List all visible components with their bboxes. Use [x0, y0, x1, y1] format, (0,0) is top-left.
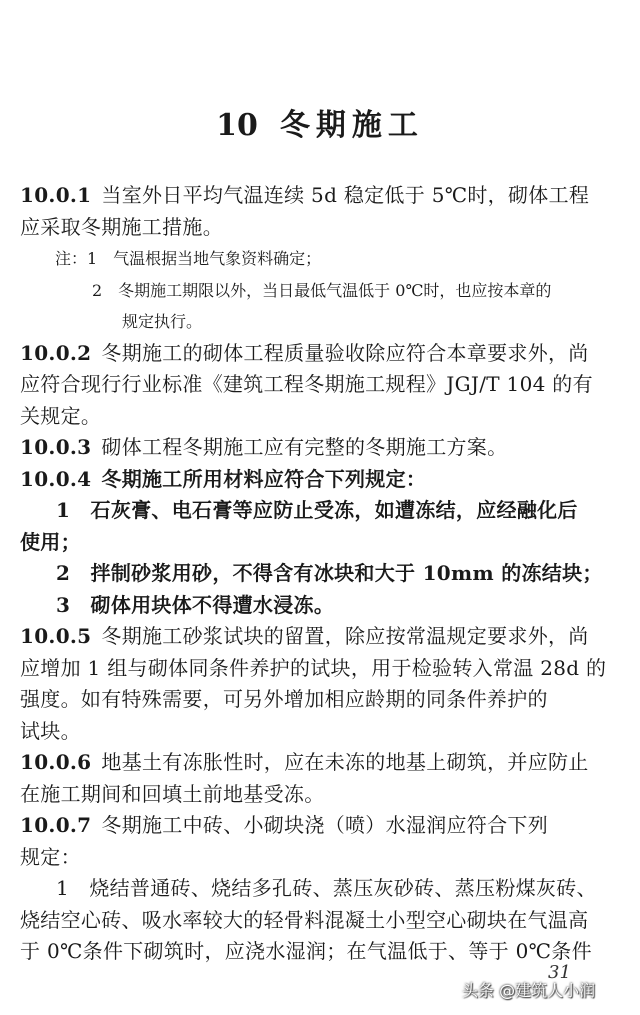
clause-text-line: 试块。: [20, 718, 81, 743]
clause-text-line: 关规定。: [20, 403, 102, 428]
list-item: 1 烧结普通砖、烧结多孔砖、蒸压灰砂砖、蒸压粉煤灰砖、: [56, 876, 597, 900]
clause-text: 冬期施工所用材料应符合下列规定：: [101, 466, 427, 491]
clause-text-line: 应采取冬期施工措施。: [20, 214, 223, 239]
list-item: 2 拌制砂浆用砂，不得含有冰块和大于 10mm 的冻结块；: [56, 561, 603, 585]
note-line: 注：1 气温根据当地气象资料确定；: [55, 249, 322, 268]
clause-number: 10.0.6: [20, 750, 92, 774]
list-item-continued: 烧结空心砖、吸水率较大的轻骨料混凝土小型空心砌块在气温高: [20, 907, 589, 932]
clause-text-line: 强度。如有特殊需要，可另外增加相应龄期的同条件养护的: [20, 687, 548, 711]
clause-text: 冬期施工砂浆试块的留置，除应按常温规定要求外，尚: [101, 624, 589, 648]
clause-10-0-5: [20, 621, 620, 653]
clause-number: 10.0.5: [20, 624, 92, 648]
clause-number: 10.0.4: [20, 466, 92, 491]
chapter-title-text: 冬期施工: [279, 108, 424, 143]
clause-10-0-6: [20, 747, 620, 779]
note-line: 规定执行。: [122, 312, 203, 331]
clause-10-0-1: [20, 180, 620, 212]
clause-text-line: 应符合现行行业标准《建筑工程冬期施工规程》JGJ/T 104 的有: [20, 372, 593, 396]
clause-number: 10.0.7: [20, 813, 92, 837]
document-body: [20, 180, 620, 968]
clause-text-line: 应增加 1 组与砌体同条件养护的试块，用于检验转入常温 28d 的: [20, 655, 607, 680]
clause-10-0-3: [20, 432, 620, 464]
clause-text: 冬期施工中砖、小砌块浇（喷）水湿润应符合下列: [101, 813, 548, 837]
page-number: 31: [548, 962, 571, 983]
clause-10-0-4: [20, 464, 620, 496]
clause-text-line: 在施工期间和回填土前地基受冻。: [20, 781, 325, 806]
clause-10-0-7: [20, 810, 620, 842]
list-item: 3 砌体用块体不得遭水浸冻。: [56, 592, 335, 617]
list-item-continued: 于 0℃条件下砌筑时，应浇水湿润；在气温低于、等于 0℃条件: [20, 939, 592, 963]
clause-text: 当室外日平均气温连续 5d 稳定低于 5℃时，砌体工程: [101, 183, 590, 207]
chapter-title: [0, 100, 640, 144]
clause-text: 砌体工程冬期施工应有完整的冬期施工方案。: [101, 435, 508, 459]
note-line: 2 冬期施工期限以外，当日最低气温低于 0℃时，也应按本章的: [92, 280, 552, 300]
watermark: 头条 @建筑人小润: [462, 981, 596, 1000]
chapter-number: 10: [216, 108, 258, 143]
list-item: 1 石灰膏、电石膏等应防止受冻，如遭冻结，应经融化后: [56, 498, 578, 522]
clause-number: 10.0.1: [20, 183, 92, 207]
clause-text: 冬期施工的砌体工程质量验收除应符合本章要求外，尚: [101, 340, 589, 365]
clause-number: 10.0.2: [20, 340, 92, 365]
list-item-continued: 使用；: [20, 529, 81, 554]
clause-number: 10.0.3: [20, 435, 92, 459]
clause-text: 地基土有冻胀性时，应在未冻的地基上砌筑，并应防止: [101, 750, 589, 774]
clause-text-line: 规定：: [20, 844, 81, 869]
clause-10-0-2: [20, 338, 620, 370]
